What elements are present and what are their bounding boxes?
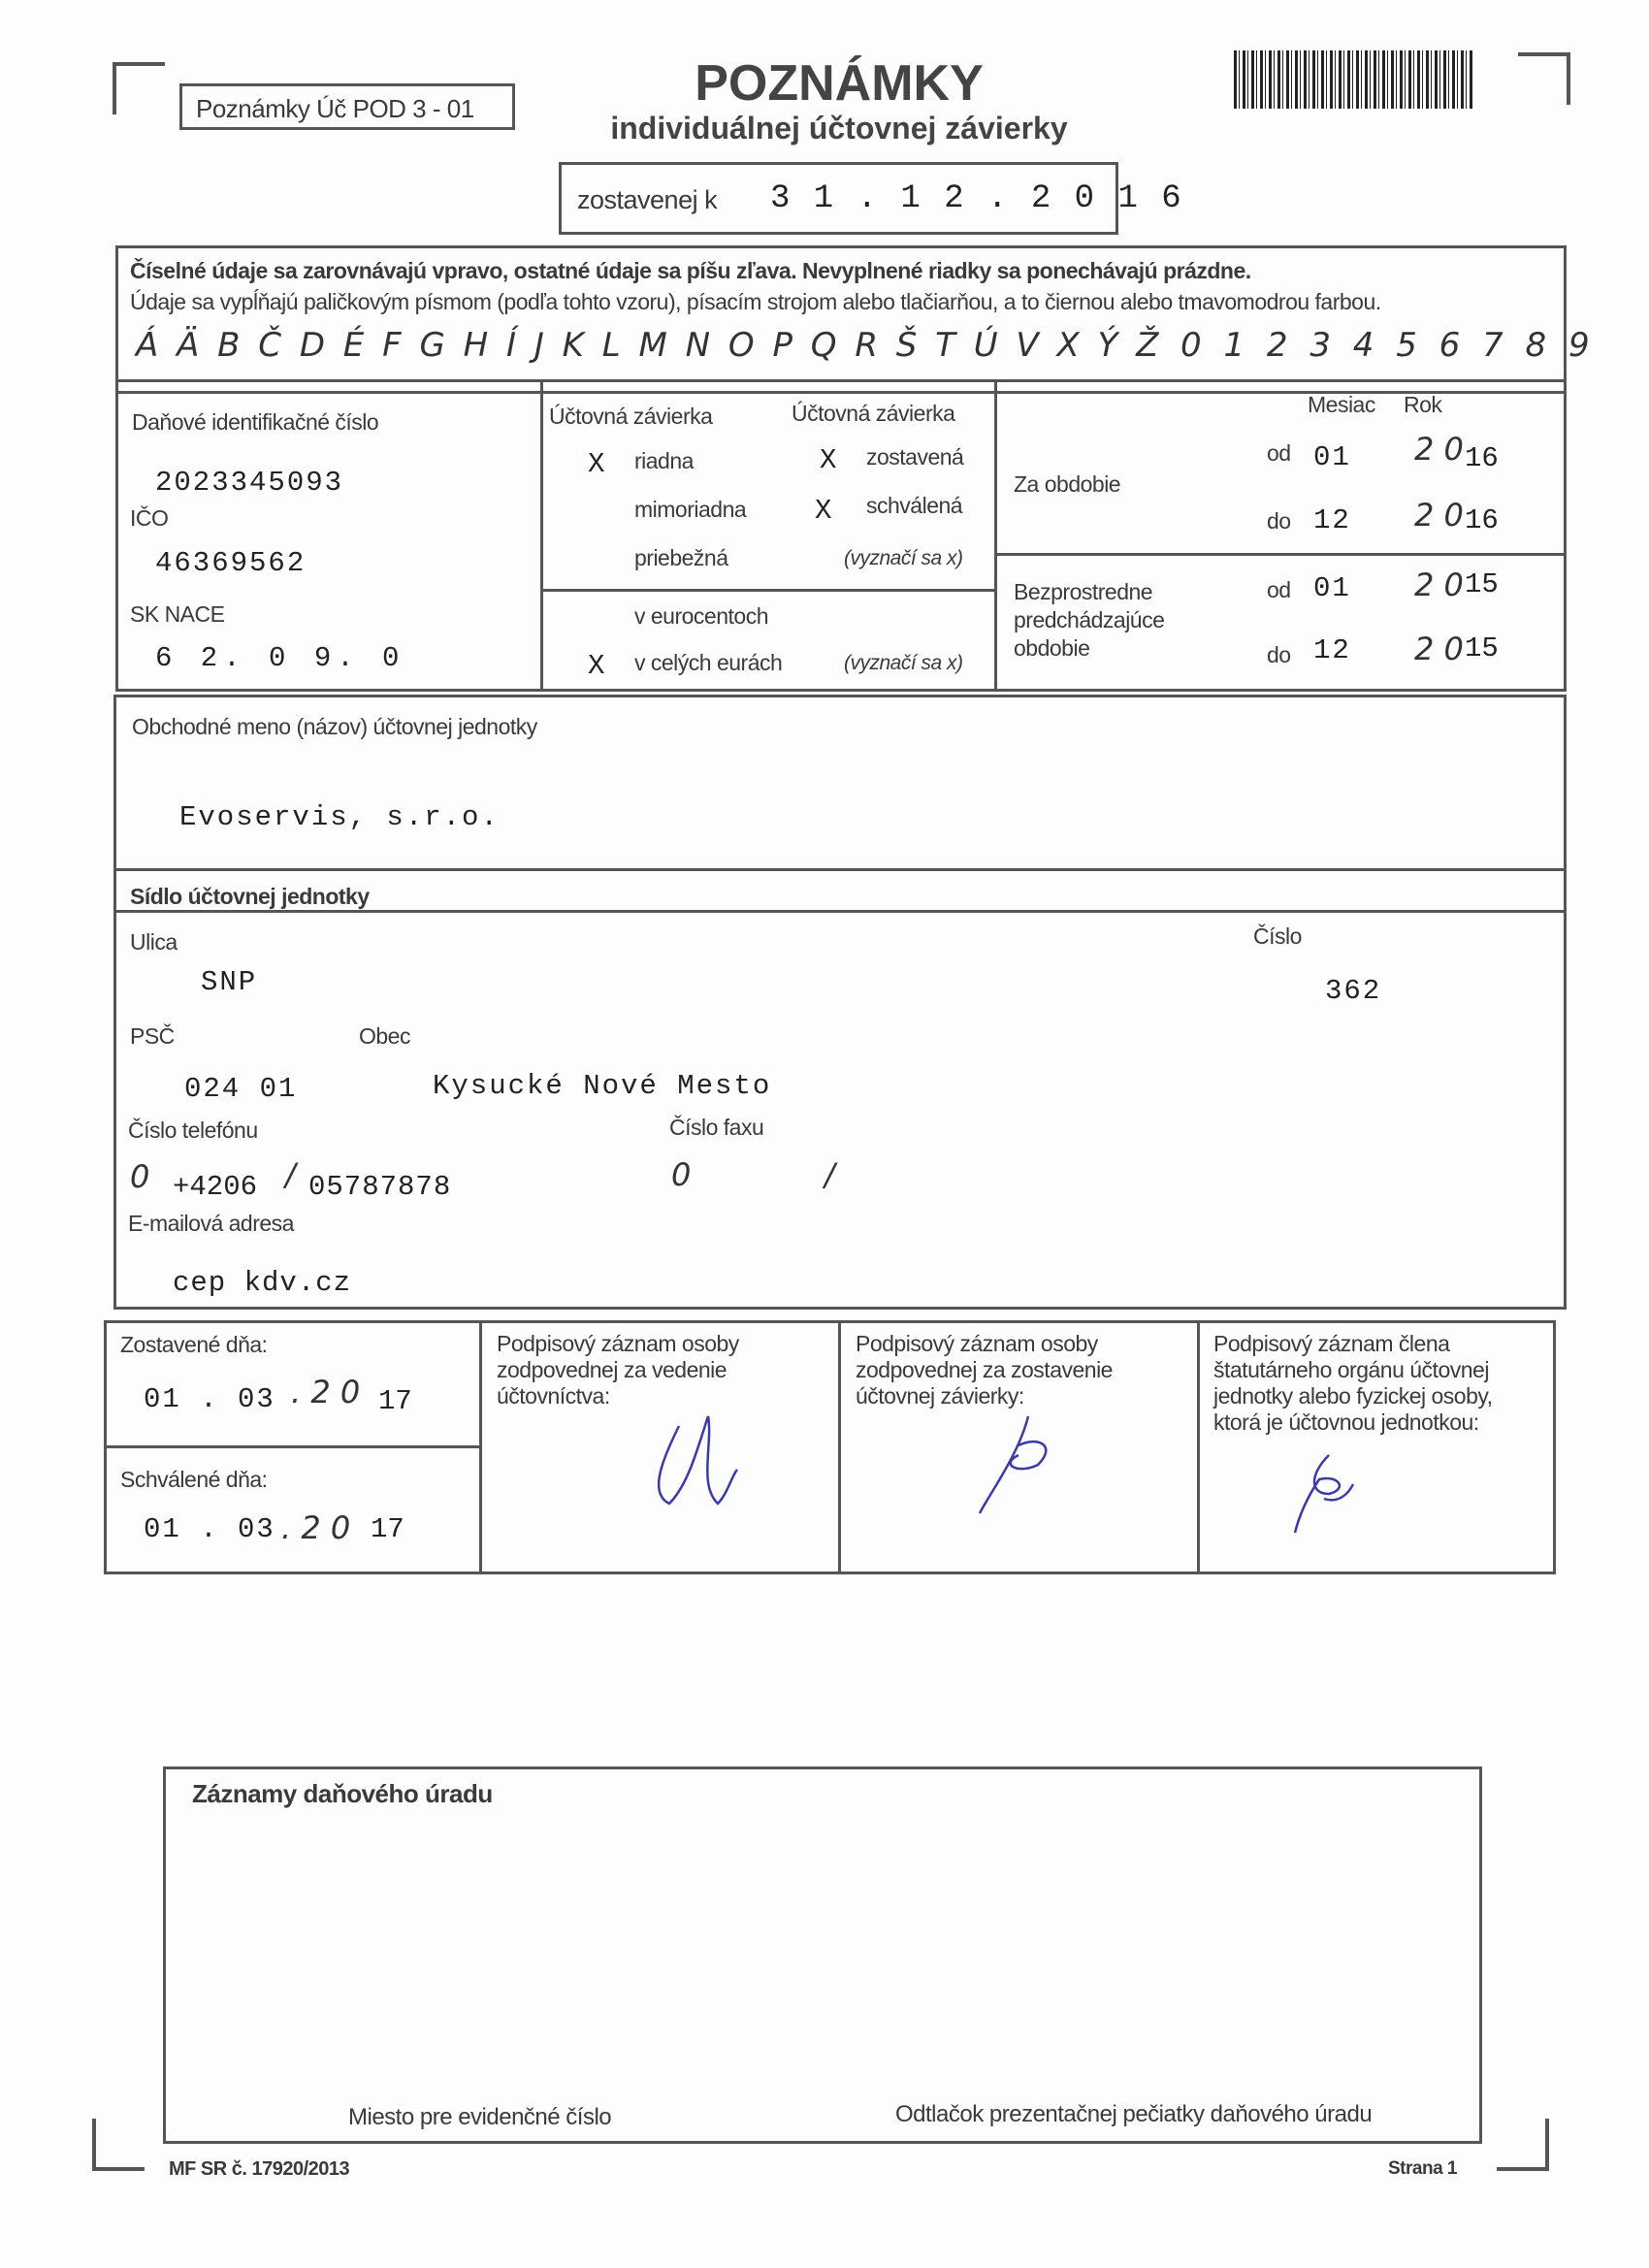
fax-slash: / [824, 1156, 835, 1193]
email-value: cep kdv.cz [173, 1267, 352, 1299]
schvalena-checkbox[interactable]: X [815, 495, 834, 527]
current-period-label: Za obdobie [1014, 471, 1121, 497]
compiled-label: zostavenej k [577, 185, 718, 214]
ico-label: IČO [130, 505, 169, 531]
tax-office-title: Záznamy daňového úradu [192, 1779, 493, 1808]
eur-checkbox[interactable]: X [588, 650, 607, 682]
phone-value: 05787878 [308, 1171, 452, 1203]
signature-1 [640, 1387, 747, 1523]
address-section-title: Sídlo účtovnej jednotky [130, 884, 370, 909]
phone-code: +4206 [173, 1171, 258, 1203]
signature-1-label: Podpisový záznam osoby zodpovednej za vedenie účtovníctva: [497, 1331, 739, 1409]
eurocent-label: v eurocentoch [634, 603, 768, 629]
corner-mark [92, 2119, 145, 2171]
company-name-value: Evoservis, s.r.o. [179, 801, 500, 833]
prev-from-year-suffix: 15 [1465, 568, 1499, 600]
fax-prefix: 0 [671, 1156, 692, 1193]
mark-note: (vyznačí sa x) [844, 547, 963, 569]
compiled-date: 3 1 . 1 2 . 2 0 1 6 [770, 180, 1183, 217]
nace-value: 6 2. 0 9. 0 [155, 642, 405, 674]
cur-from-year: 2 0 [1414, 431, 1464, 468]
instruction-line: Číselné údaje sa zarovnávajú vpravo, ostatné údaje sa píšu zľava. Nevyplnené riadky sa ponechávajú prázdne. [130, 258, 1251, 283]
to-label: do [1267, 508, 1291, 534]
sample-digits: 0 1 2 3 4 5 6 7 8 9 [1180, 326, 1596, 365]
psc-value: 024 01 [184, 1073, 298, 1105]
approved-on-label: Schválené dňa: [120, 1467, 268, 1492]
instructions-box [115, 245, 1596, 394]
cur-from-month: 01 [1313, 441, 1351, 473]
instruction-line: Údaje sa vypĺňajú paličkovým písmom (podľa tohto vzoru), písacím strojom alebo tlačiarňou, a to čiernou alebo tmavomodrou farbou. [130, 289, 1381, 314]
prev-period-label: predchádzajúce [1014, 607, 1165, 632]
cur-to-month: 12 [1313, 504, 1351, 536]
phone-label: Číslo telefónu [128, 1118, 258, 1143]
cur-to-year: 2 0 [1414, 497, 1464, 534]
closing-state-label: Účtovná závierka [792, 401, 955, 426]
page-title: POZNÁMKY [695, 55, 984, 112]
street-label: Ulica [130, 929, 178, 955]
prev-to-year: 2 0 [1414, 631, 1464, 667]
page-number: Strana 1 [1388, 2158, 1457, 2179]
barcode [1234, 50, 1472, 109]
mark-note: (vyznačí sa x) [844, 652, 963, 674]
riadna-checkbox[interactable]: X [588, 448, 607, 480]
psc-label: PSČ [130, 1023, 175, 1049]
page-subtitle: individuálnej účtovnej závierky [610, 111, 1068, 146]
nace-label: SK NACE [130, 601, 225, 627]
phone-slash: / [285, 1156, 296, 1193]
cur-to-year-suffix: 16 [1465, 504, 1499, 536]
approved-on-year: . 2 0 [281, 1509, 351, 1546]
prev-to-month: 12 [1313, 634, 1351, 666]
to-label: do [1267, 642, 1291, 667]
street-value: SNP [201, 966, 258, 998]
prev-period-label: Bezprostredne [1014, 579, 1153, 604]
corner-mark [1518, 52, 1570, 105]
footer-reference: MF SR č. 17920/2013 [169, 2158, 350, 2180]
compiled-date-box [559, 162, 1183, 235]
compiled-on-year-suffix: 17 [378, 1385, 412, 1417]
corner-mark [1497, 2119, 1549, 2171]
prev-period-label: obdobie [1014, 635, 1090, 661]
stamp-label: Odtlačok prezentačnej pečiatky daňového úradu [895, 2101, 1373, 2127]
ico-value: 46369562 [155, 547, 307, 579]
signature-2-label: Podpisový záznam osoby zodpovednej za zostavenie účtovnej závierky: [856, 1331, 1113, 1409]
prev-from-month: 01 [1313, 572, 1351, 604]
signature-2 [960, 1397, 1077, 1523]
compiled-on-label: Zostavené dňa: [120, 1332, 268, 1357]
approved-on-year-suffix: 17 [371, 1513, 404, 1545]
zostavena-checkbox[interactable]: X [820, 444, 839, 476]
company-name-label: Obchodné meno (názov) účtovnej jednotky [132, 714, 537, 739]
riadna-label: riadna [634, 448, 694, 473]
mimoriadna-label: mimoriadna [634, 497, 747, 522]
compiled-on-date: 01 . 03 [144, 1383, 275, 1415]
form-code-box [179, 83, 515, 130]
prev-to-year-suffix: 15 [1465, 632, 1499, 664]
fax-label: Číslo faxu [669, 1115, 764, 1140]
sample-letters: Á Ä B Č D É F G H Í J K L M N O P Q R Š T Ú V X Ý Ž [136, 326, 1163, 365]
dic-label: Daňové identifikačné číslo [132, 409, 379, 435]
cur-from-year-suffix: 16 [1465, 442, 1499, 474]
city-label: Obec [359, 1023, 410, 1049]
prev-from-year: 2 0 [1414, 567, 1464, 603]
from-label: od [1267, 577, 1291, 602]
from-label: od [1267, 440, 1291, 466]
phone-prefix: 0 [130, 1158, 150, 1195]
compiled-on-year: . 2 0 [291, 1374, 361, 1410]
evidence-number-label: Miesto pre evidenčné číslo [348, 2104, 612, 2130]
zostavena-label: zostavená [866, 444, 964, 470]
number-label: Číslo [1253, 923, 1302, 949]
tax-office-box [163, 1766, 1482, 2144]
signature-3 [1280, 1436, 1377, 1542]
email-label: E-mailová adresa [128, 1211, 294, 1236]
schvalena-label: schválená [866, 493, 963, 518]
number-value: 362 [1325, 975, 1382, 1007]
year-header: Rok [1404, 392, 1442, 417]
closing-type-label: Účtovná závierka [549, 404, 713, 429]
signature-3-label: Podpisový záznam člena štatutárneho orgánu účtovnej jednotky alebo fyzickej osoby, ktorá je účtovnou jednotkou: [1213, 1331, 1493, 1435]
priebezna-label: priebežná [634, 545, 728, 570]
corner-mark [113, 62, 165, 114]
month-header: Mesiac [1308, 392, 1375, 417]
form-code: Poznámky Úč POD 3 - 01 [196, 94, 474, 123]
city-value: Kysucké Nové Mesto [433, 1070, 772, 1102]
approved-on-date: 01 . 03 [144, 1513, 275, 1545]
dic-value: 2023345093 [155, 467, 344, 499]
eur-label: v celých eurách [634, 650, 783, 675]
